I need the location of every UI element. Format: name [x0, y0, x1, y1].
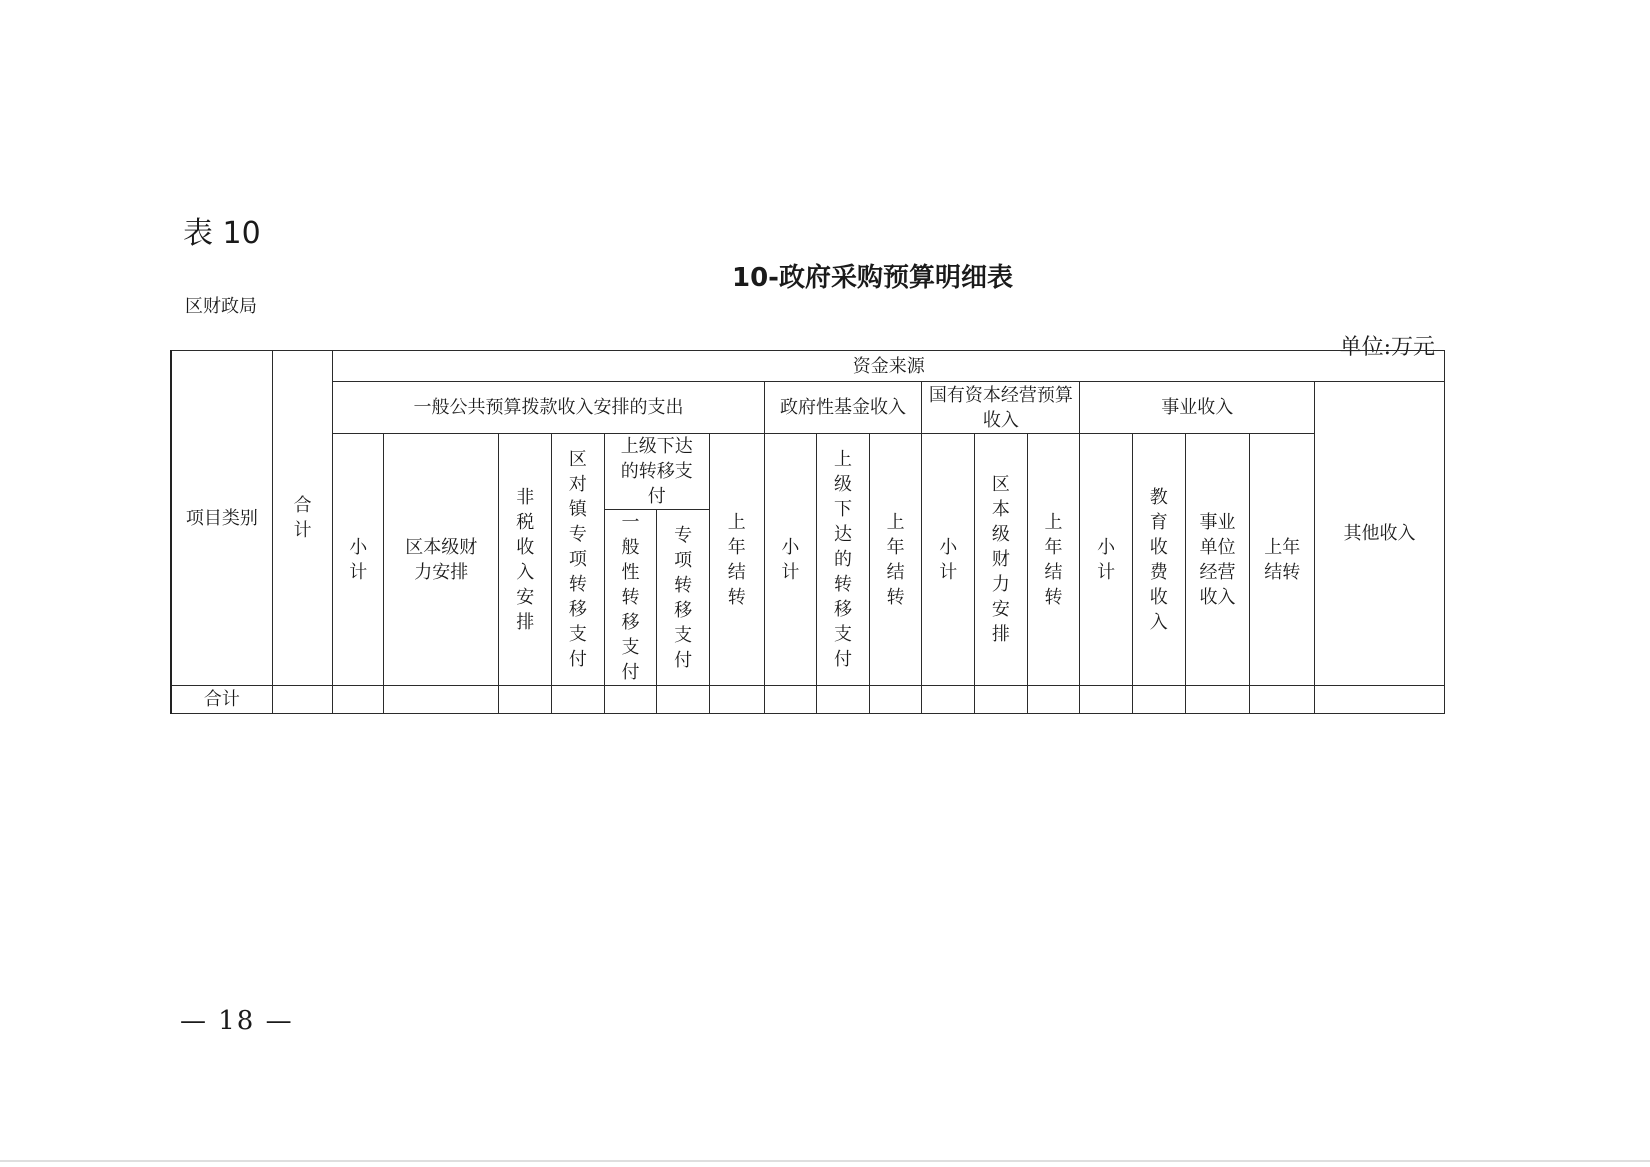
- header-business-income: 事业收入: [1080, 382, 1315, 434]
- totals-cell: [1027, 686, 1080, 714]
- totals-cell: [1080, 686, 1133, 714]
- header-gb-carryover: [709, 434, 764, 686]
- header-gb-general-transfer-text: 一般性转移支付: [621, 512, 640, 683]
- header-gb-subtotal: [333, 434, 384, 686]
- table-label: 表 10: [183, 216, 261, 251]
- header-bi-subtotal-text: 小计: [1097, 536, 1116, 583]
- totals-cell: [922, 686, 975, 714]
- header-bi-subtotal: [1080, 434, 1133, 686]
- totals-cell: [333, 686, 384, 714]
- totals-row: [171, 686, 1445, 714]
- totals-cell: [1185, 686, 1250, 714]
- totals-cell: [1250, 686, 1315, 714]
- totals-cell: [272, 686, 333, 714]
- header-sc-carryover-text: 上年结转: [1044, 511, 1063, 608]
- header-bi-carryover: 上年结转: [1250, 434, 1315, 686]
- totals-cell: [1315, 686, 1445, 714]
- department-label: 区财政局: [185, 296, 257, 317]
- totals-cell: [817, 686, 870, 714]
- header-bi-unit-operating: 事业单位经营收入: [1185, 434, 1250, 686]
- header-gf-superior-transfer-text: 上级下达的转移支付: [834, 449, 852, 670]
- header-gb-nontax-text: 非税收入安排: [516, 486, 535, 633]
- totals-cell: [709, 686, 764, 714]
- totals-cell: [764, 686, 817, 714]
- header-gb-subtotal-text: 小计: [349, 536, 368, 583]
- totals-cell: [975, 686, 1028, 714]
- header-gb-special-transfer: [657, 510, 710, 686]
- header-sc-subtotal: [922, 434, 975, 686]
- header-gb-district-fiscal: 区本级财力安排: [384, 434, 499, 686]
- header-gf-subtotal-text: 小计: [781, 536, 800, 583]
- header-gf-superior-transfer: [817, 434, 870, 686]
- header-state-capital: 国有资本经营预算收入: [922, 382, 1080, 434]
- header-gf-carryover-text: 上年结转: [886, 511, 905, 608]
- header-general-budget: 一般公共预算拨款收入安排的支出: [333, 382, 764, 434]
- totals-cell: [1132, 686, 1185, 714]
- header-gov-fund: 政府性基金收入: [764, 382, 922, 434]
- header-gb-general-transfer: [604, 510, 657, 686]
- header-other-income: 其他收入: [1315, 382, 1445, 686]
- header-sc-carryover: [1027, 434, 1080, 686]
- header-total: [272, 351, 333, 686]
- header-bi-education-fees: [1132, 434, 1185, 686]
- scan-edge-divider: [0, 1160, 1650, 1162]
- table-title: 10-政府采购预算明细表: [732, 263, 1013, 293]
- totals-cell: [869, 686, 922, 714]
- header-sc-subtotal-text: 小计: [939, 536, 958, 583]
- header-gf-carryover: [869, 434, 922, 686]
- header-bi-education-fees-text: 教育收费收入: [1149, 486, 1168, 633]
- header-gb-carryover-text: 上年结转: [727, 511, 746, 608]
- totals-row-label: 合计: [171, 686, 272, 714]
- page-number: — 18 —: [180, 1006, 294, 1036]
- header-gb-district-to-town: [552, 434, 605, 686]
- procurement-budget-table: [170, 350, 1445, 714]
- header-sc-district-fiscal-text: 区本级财力安排: [991, 474, 1010, 645]
- header-project-category: 项目类别: [171, 351, 272, 686]
- totals-cell: [552, 686, 605, 714]
- totals-cell: [499, 686, 552, 714]
- header-gb-nontax: [499, 434, 552, 686]
- unit-label: 单位:万元: [1339, 335, 1435, 360]
- header-gb-special-transfer-text: 专项转移支付: [674, 524, 693, 671]
- header-gf-subtotal: [764, 434, 817, 686]
- header-superior-transfer: 上级下达的转移支付: [604, 434, 709, 510]
- header-sc-district-fiscal: [975, 434, 1028, 686]
- totals-cell: [657, 686, 710, 714]
- header-total-text: 合计: [293, 495, 312, 541]
- totals-cell: [384, 686, 499, 714]
- totals-cell: [604, 686, 657, 714]
- header-gb-district-to-town-text: 区对镇专项转移支付: [568, 449, 587, 670]
- header-funding-source: 资金来源: [333, 351, 1445, 382]
